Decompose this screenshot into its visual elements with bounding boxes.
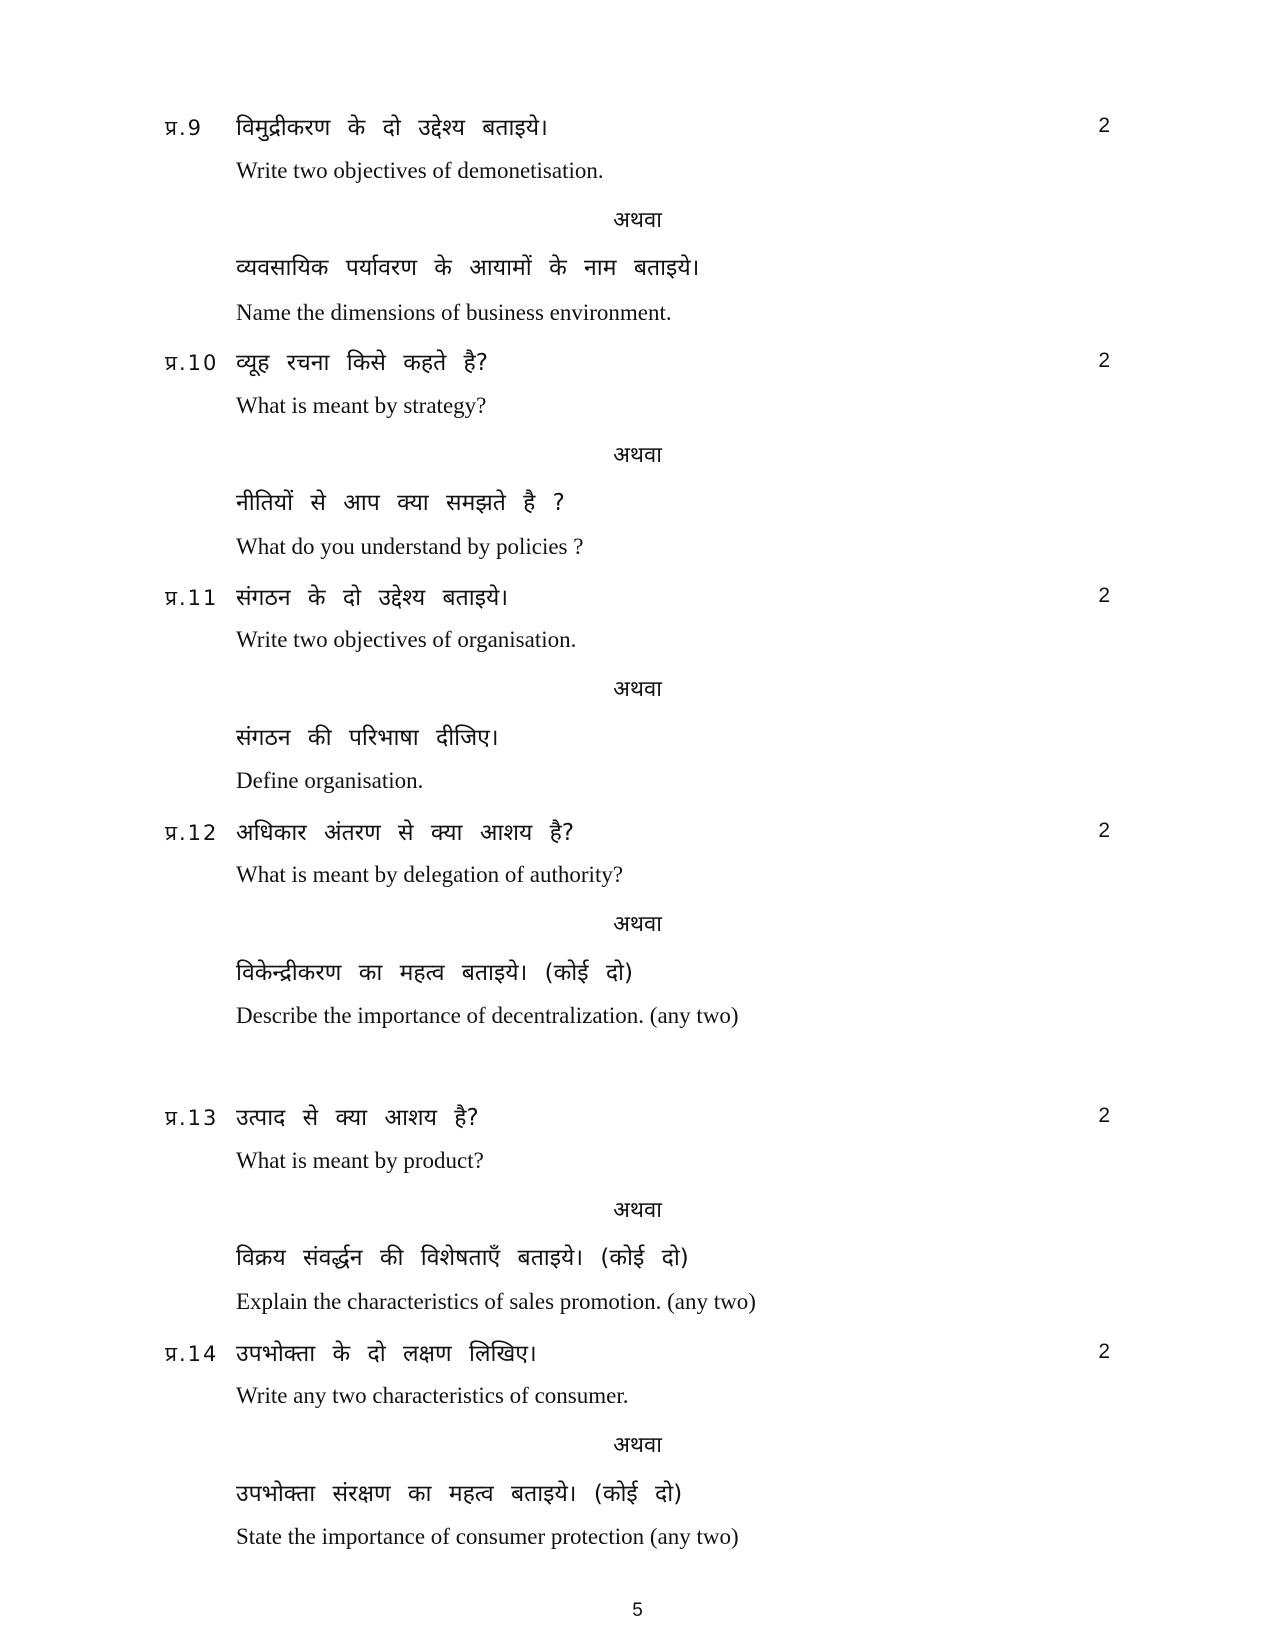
alternative-text-hindi: विक्रय संवर्द्धन की विशेषताएँ बताइये। (कोई दो) (236, 1245, 689, 1271)
question-number: प्र.13 (165, 1106, 219, 1130)
alternative-text-hindi: उपभोक्ता संरक्षण का महत्व बताइये। (कोई दो) (236, 1481, 683, 1507)
question-text-hindi: अधिकार अंतरण से क्या आशय है? (236, 820, 575, 846)
question-marks: 2 (1098, 1340, 1110, 1363)
or-separator: अथवा (613, 1433, 662, 1458)
question-text-english: What is meant by strategy? (236, 393, 487, 418)
alternative-text-hindi: संगठन की परिभाषा दीजिए। (236, 725, 499, 751)
question-marks: 2 (1098, 584, 1110, 607)
question-text-hindi: उत्पाद से क्या आशय है? (236, 1105, 479, 1131)
page-number: 5 (632, 1600, 643, 1621)
or-separator: अथवा (613, 443, 662, 468)
question-text-hindi: व्यूह रचना किसे कहते है? (236, 350, 488, 376)
question-number: प्र.11 (165, 586, 219, 610)
or-separator: अथवा (613, 677, 662, 702)
alternative-text-english: Define organisation. (236, 768, 424, 793)
alternative-text-english: State the importance of consumer protection (any two) (236, 1524, 739, 1549)
alternative-text-hindi: विकेन्द्रीकरण का महत्व बताइये। (कोई दो) (236, 960, 633, 986)
alternative-text-hindi: नीतियों से आप क्या समझते है ? (236, 490, 565, 516)
alternative-text-english: Describe the importance of decentralization. (any two) (236, 1003, 739, 1028)
question-marks: 2 (1098, 114, 1110, 137)
alternative-text-hindi: व्यवसायिक पर्यावरण के आयामों के नाम बताइये। (236, 255, 700, 281)
question-marks: 2 (1098, 819, 1110, 842)
question-text-english: Write two objectives of organisation. (236, 627, 577, 652)
question-text-english: What is meant by delegation of authority? (236, 862, 624, 887)
question-text-english: What is meant by product? (236, 1148, 484, 1173)
question-text-hindi: उपभोक्ता के दो लक्षण लिखिए। (236, 1341, 537, 1367)
or-separator: अथवा (613, 912, 662, 937)
question-text-english: Write any two characteristics of consumer. (236, 1383, 629, 1408)
or-separator: अथवा (613, 208, 662, 233)
question-number: प्र.14 (165, 1342, 219, 1366)
question-text-english: Write two objectives of demonetisation. (236, 158, 604, 183)
question-marks: 2 (1098, 349, 1110, 372)
question-text-hindi: संगठन के दो उद्देश्य बताइये। (236, 585, 509, 611)
question-number: प्र.9 (165, 116, 203, 140)
or-separator: अथवा (613, 1198, 662, 1223)
alternative-text-english: Explain the characteristics of sales promotion. (any two) (236, 1289, 756, 1314)
question-marks: 2 (1098, 1104, 1110, 1127)
question-text-hindi: विमुद्रीकरण के दो उद्देश्य बताइये। (236, 115, 548, 141)
alternative-text-english: What do you understand by policies ? (236, 534, 584, 559)
question-number: प्र.12 (165, 821, 219, 845)
alternative-text-english: Name the dimensions of business environment. (236, 300, 672, 325)
question-number: प्र.10 (165, 351, 219, 375)
